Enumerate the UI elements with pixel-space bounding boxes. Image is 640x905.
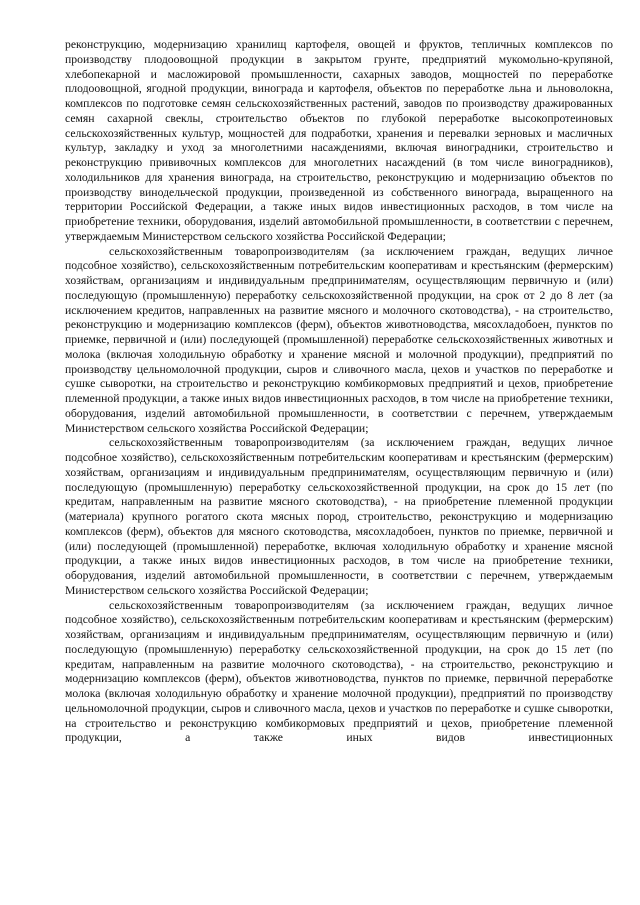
paragraph-1: реконструкцию, модернизацию хранилищ картофеля, овощей и фруктов, тепличных комплексов по производству плодоовощной продукции в закрытом грунте, предприятий мукомольно-крупяной, хлебопекарной и масложировой промышленности, сахарных заводов, мощностей по переработке плодоовощной, ягодной продукции, винограда и картофеля, объектов по переработке льна и льноволокна, комплексов по подготовке семян сельскохозяйственных растений, заводов по производству дражированных семян сахарной свеклы, строительство объектов по глубокой переработке высокопротеиновых сельскохозяйственных культур, мощностей для подработки, хранения и перевалки зерновых и масличных культур, закладку и уход за многолетними насаждениями, включая виноградники, строительство и реконструкцию прививочных комплексов для многолетних насаждений (в том числе виноградников), холодильников для хранения винограда, на строительство, реконструкцию и модернизацию объектов по производству винодельческой продукции, произведенной из собственного винограда, выращенного на территории Российской Федерации, а также иных видов инвестиционных расходов, в том числе на приобретение техники, оборудования, изделий автомобильной промышленности, в соответствии с перечнем, утверждаемым Министерством сельского хозяйства Российской Федерации; bbox=[65, 38, 613, 243]
paragraph-2: сельскохозяйственным товаропроизводителям (за исключением граждан, ведущих личное подсобное хозяйство), сельскохозяйственным потребительским кооперативам и крестьянским (фермерским) хозяйствам, организациям и индивидуальным предпринимателям, осуществляющим первичную и (или) последующую (промышленную) переработку сельскохозяйственной продукции, на срок от 2 до 8 лет (за исключением кредитов, направленных на развитие мясного и молочного скотоводства), - на строительство, реконструкцию и модернизацию комплексов (ферм), объектов животноводства, мясохладобоен, пунктов по приемке, первичной и (или) последующей (промышленной) переработке сельскохозяйственных животных и молока (включая холодильную обработку и хранение мясной и молочной продукции), предприятий по производству цельномолочной продукции, сыров и сливочного масла, цехов и участков по переработке и сушке сыворотки, на строительство и реконструкцию комбикормовых предприятий и цехов, приобретение племенной продукции, а также иных видов инвестиционных расходов, в том числе на приобретение техники, оборудования, изделий автомобильной промышленности, в соответствии с перечнем, утверждаемым Министерством сельского хозяйства Российской Федерации; bbox=[65, 244, 613, 435]
document-page bbox=[65, 38, 613, 746]
paragraph-4: сельскохозяйственным товаропроизводителям (за исключением граждан, ведущих личное подсобное хозяйство), сельскохозяйственным потребительским кооперативам и крестьянским (фермерским) хозяйствам, организациям и индивидуальным предпринимателям, осуществляющим первичную и (или) последующую (промышленную) переработку сельскохозяйственной продукции, на срок до 15 лет (по кредитам, направленным на развитие молочного скотоводства), - на строительство, реконструкцию и модернизацию комплексов (ферм), объектов животноводства, пунктов по приемке, первичной переработке молока (включая холодильную обработку и хранение молочной продукции), предприятий по производству цельномолочной продукции, сыров и сливочного масла, цехов и участков по переработке и сушке сыворотки, на строительство и реконструкцию комбикормовых предприятий и цехов, приобретение племенной продукции, а также иных видов инвестиционных bbox=[65, 598, 613, 745]
paragraph-3: сельскохозяйственным товаропроизводителям (за исключением граждан, ведущих личное подсобное хозяйство), сельскохозяйственным потребительским кооперативам и крестьянским (фермерским) хозяйствам, организациям и индивидуальным предпринимателям, осуществляющим первичную и (или) последующую (промышленную) переработку сельскохозяйственной продукции, на срок до 15 лет (по кредитам, направленным на развитие мясного скотоводства), - на приобретение племенной продукции (материала) крупного рогатого скота мясных пород, строительство, реконструкцию и модернизацию комплексов (ферм), объектов для мясного скотоводства, мясохладобоен, пунктов по приемке, первичной и (или) последующей (промышленной) переработке, включая холодильную обработку и хранение мясной продукции, а также иных видов инвестиционных расходов, в том числе на приобретение техники, оборудования, изделий автомобильной промышленности, в соответствии с перечнем, утверждаемым Министерством сельского хозяйства Российской Федерации; bbox=[65, 436, 613, 597]
